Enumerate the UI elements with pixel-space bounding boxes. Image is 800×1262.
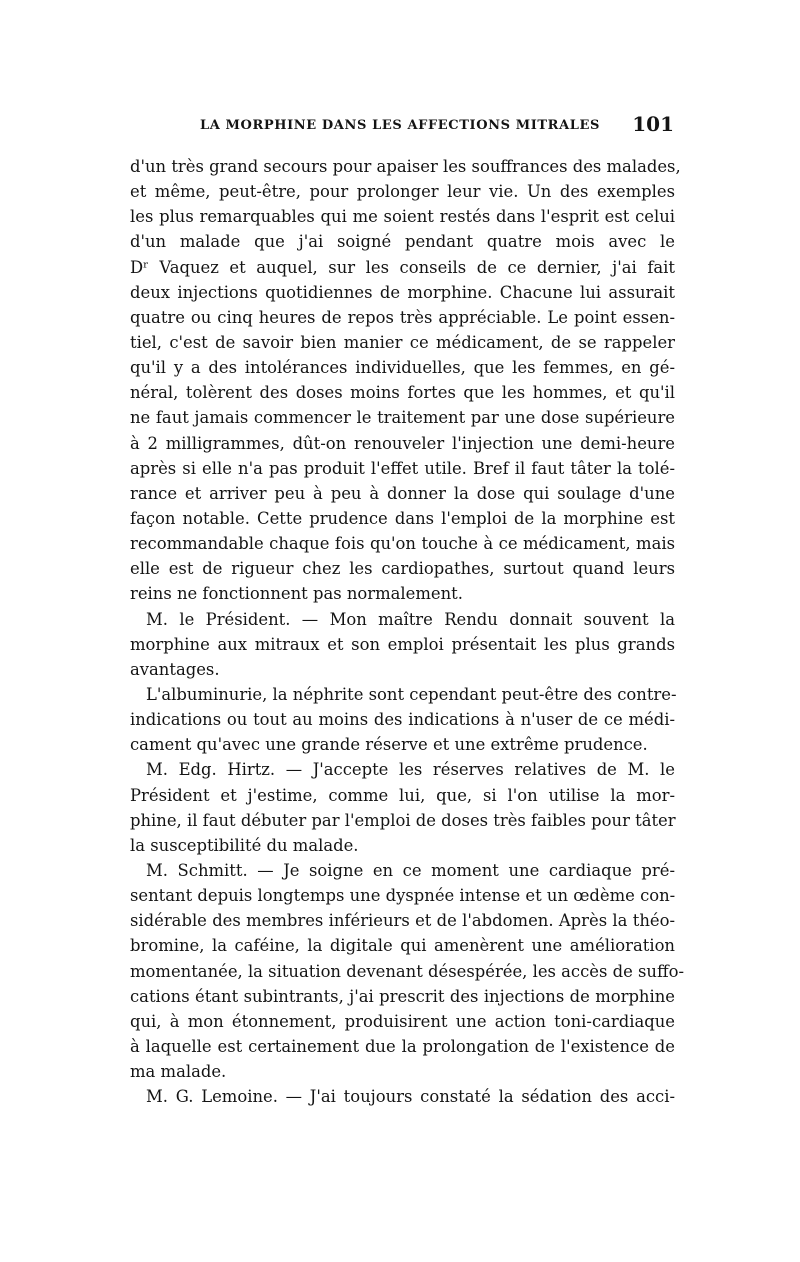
text-line: L'albuminurie, la néphrite sont cependant peut-être des contre- bbox=[146, 684, 677, 704]
text-line: façon notable. Cette prudence dans l'emploi de la morphine est bbox=[130, 508, 675, 528]
text-line: néral, tolèrent des doses moins fortes que les hommes, et qu'il bbox=[130, 383, 675, 403]
text-line: phine, il faut débuter par l'emploi de doses très faibles pour tâter bbox=[130, 810, 676, 830]
text-line: indications ou tout au moins des indications à n'user de ce médi- bbox=[130, 710, 675, 730]
text-line: tiel, c'est de savoir bien manier ce médicament, de se rappeler bbox=[130, 332, 675, 352]
text-line: cament qu'avec une grande réserve et une extrême prudence. bbox=[130, 735, 648, 755]
text-line: elle est de rigueur chez les cardiopathes, surtout quand leurs bbox=[130, 559, 675, 579]
text-line: et même, peut-être, pour prolonger leur vie. Un des exemples bbox=[130, 182, 675, 202]
text-line: ma malade. bbox=[130, 1062, 227, 1082]
body-text bbox=[130, 154, 685, 1109]
running-title: LA MORPHINE DANS LES AFFECTIONS MITRALES bbox=[200, 118, 600, 133]
running-header bbox=[130, 112, 680, 142]
text-line: deux injections quotidiennes de morphine. Chacune lui assurait bbox=[130, 282, 675, 302]
text-line: M. Edg. Hirtz. — J'accepte les réserves relatives de M. le bbox=[146, 760, 675, 780]
text-line: la susceptibilité du malade. bbox=[130, 835, 359, 855]
text-line: qui, à mon étonnement, produisirent une action toni-cardiaque bbox=[130, 1011, 675, 1031]
text-line: M. G. Lemoine. — J'ai toujours constaté la sédation des acci- bbox=[146, 1087, 675, 1107]
text-line: les plus remarquables qui me soient restés dans l'esprit est celui bbox=[130, 207, 675, 227]
text-line: qu'il y a des intolérances individuelles, que les femmes, en gé- bbox=[130, 358, 675, 378]
text-line: quatre ou cinq heures de repos très appréciable. Le point essen- bbox=[130, 307, 675, 327]
text-line: bromine, la caféine, la digitale qui amenèrent une amélioration bbox=[130, 936, 675, 956]
text-line: recommandable chaque fois qu'on touche à ce médicament, mais bbox=[130, 534, 675, 554]
text-line: reins ne fonctionnent pas normalement. bbox=[130, 584, 463, 604]
text-line: Dʳ Vaquez et auquel, sur les conseils de ce dernier, j'ai fait bbox=[130, 257, 675, 277]
text-line: rance et arriver peu à peu à donner la dose qui soulage d'une bbox=[130, 483, 675, 503]
text-line: après si elle n'a pas produit l'effet utile. Bref il faut tâter la tolé- bbox=[130, 458, 675, 478]
text-line: à laquelle est certainement due la prolongation de l'existence de bbox=[130, 1036, 675, 1056]
text-line: morphine aux mitraux et son emploi présentait les plus grands bbox=[130, 634, 675, 654]
text-line: sidérable des membres inférieurs et de l'abdomen. Après la théo- bbox=[130, 911, 675, 931]
text-line: ne faut jamais commencer le traitement par une dose supérieure bbox=[130, 408, 675, 428]
text-line: d'un très grand secours pour apaiser les souffrances des malades, bbox=[130, 157, 681, 176]
text-line: M. Schmitt. — Je soigne en ce moment une cardiaque pré- bbox=[146, 860, 675, 880]
text-line: M. le Président. — Mon maître Rendu donnait souvent la bbox=[146, 609, 675, 629]
text-line: momentanée, la situation devenant désespérée, les accès de suffo- bbox=[130, 961, 685, 981]
page-number: 101 bbox=[632, 112, 674, 136]
text-line: avantages. bbox=[130, 659, 220, 679]
text-line: d'un malade que j'ai soigné pendant quatre mois avec le bbox=[130, 232, 675, 252]
text-line: cations étant subintrants, j'ai prescrit des injections de morphine bbox=[130, 986, 675, 1006]
text-line: Président et j'estime, comme lui, que, si l'on utilise la mor- bbox=[130, 785, 675, 805]
text-line: sentant depuis longtemps une dyspnée intense et un œdème con- bbox=[130, 886, 676, 906]
text-line: à 2 milligrammes, dût-on renouveler l'injection une demi-heure bbox=[130, 433, 675, 453]
